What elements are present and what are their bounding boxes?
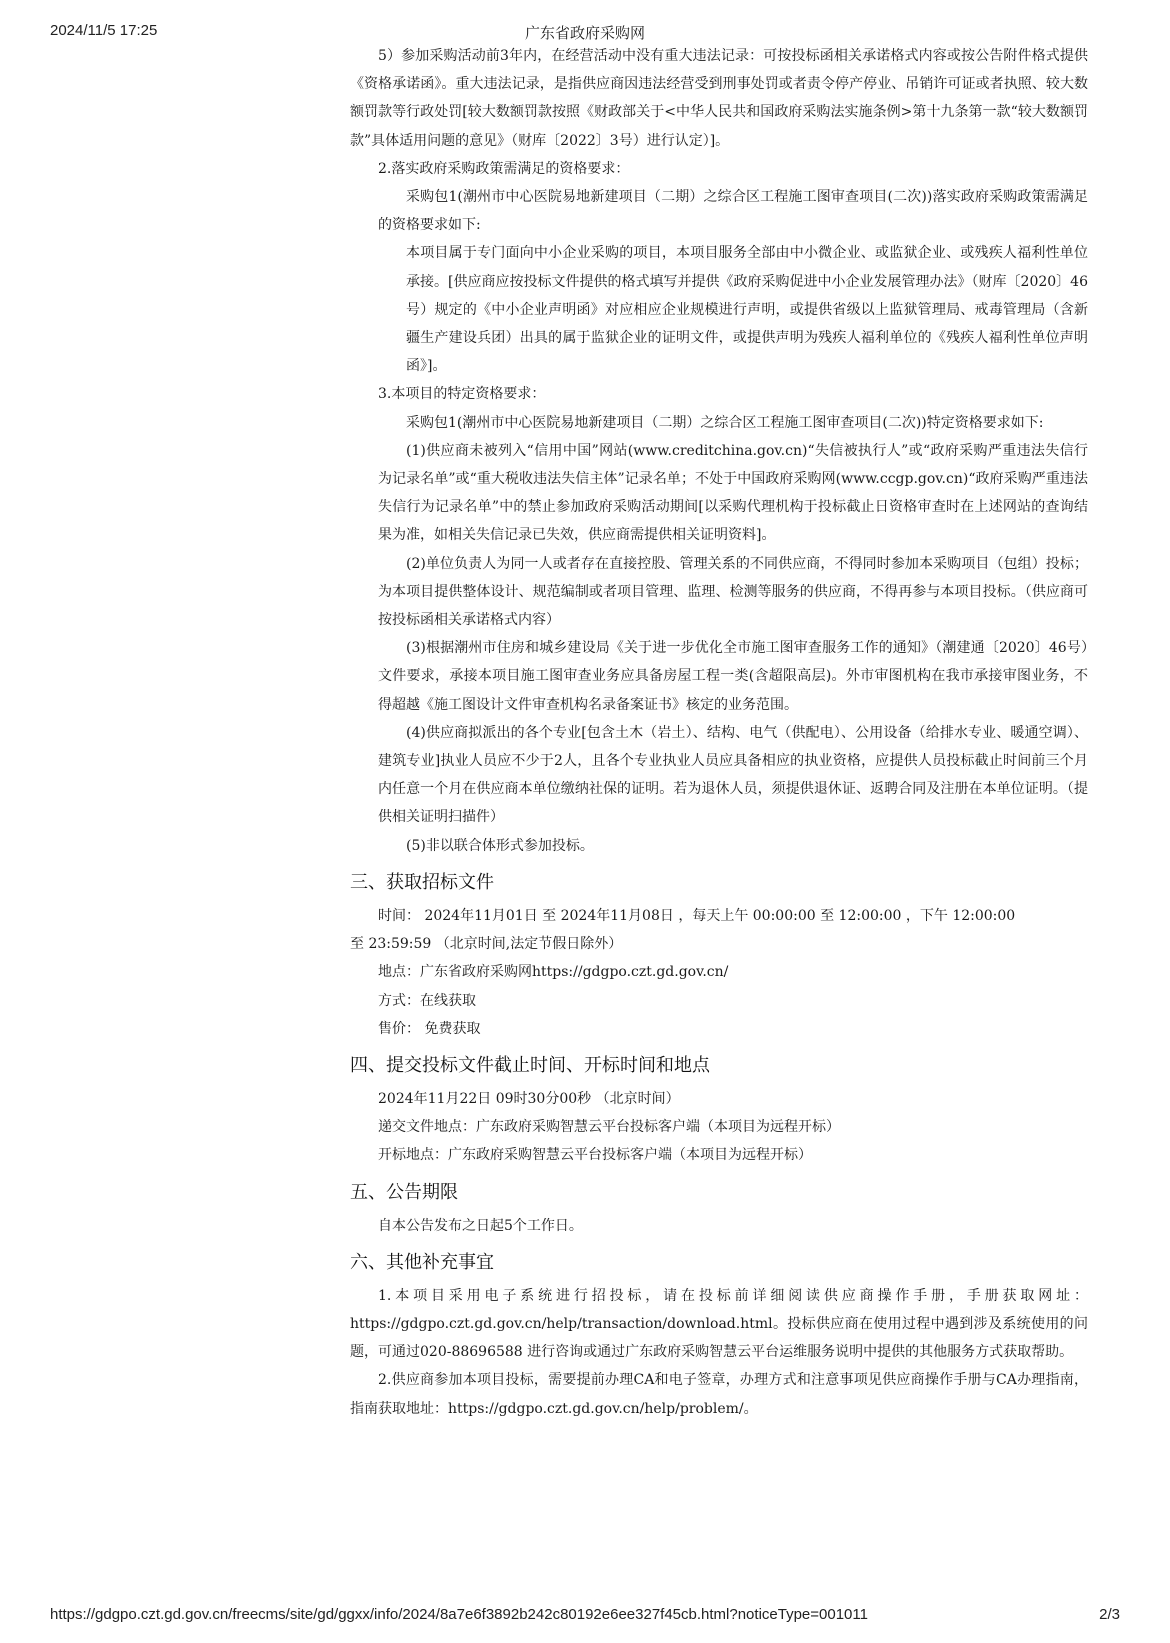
obtain-time-line1: 时间： 2024年11月01日 至 2024年11月08日 ，每天上午 00:00:00 至 12:00:00 ，下午 12:00:00 [378,907,1016,924]
section-announcement-period-title: 五、公告期限 [350,1181,458,1203]
specific-requirement-5: (5)非以联合体形式参加投标。 [406,837,594,854]
obtain-price: 售价： 免费获取 [378,1020,481,1037]
policy-requirement-title: 2.落实政府采购政策需满足的资格要求： [378,160,630,177]
section-supplementary-title: 六、其他补充事宜 [350,1251,494,1273]
notice-body [350,42,1102,1423]
obtain-place: 地点：广东省政府采购网https://gdgpo.czt.gd.gov.cn/ [378,964,729,981]
opening-place: 开标地点：广东政府采购智慧云平台投标客户端（本项目为远程开标） [378,1147,812,1164]
requirement-item-5: 5）参加采购活动前3年内，在经营活动中没有重大违法记录：可按投标函相关承诺格式内容或按公告附件格式提供《资格承诺函》。重大违法记录，是指供应商因违法经营受到刑事处罚或者责令停产停业、吊销许可证或者执照、较大数额罚款等行政处罚[较大数额罚款按照《财政部关于<中华人民共和国政府采购法实施条例>第十九条第一款“较大数额罚款”具体适用问题的意见》（财库〔2022〕3号）进行认定）]。 [350,48,1088,149]
supplementary-item-1: 1.本项目采用电子系统进行招投标，请在投标前详细阅读供应商操作手册，手册获取网址：https://gdgpo.czt.gd.gov.cn/help/transaction/download.html。投标供应商在使用过程中遇到涉及系统使用的问题，可通过020-88696588 进行咨询或通过广东政府采购智慧云平台运维服务说明中提供的其他服务方式获取帮助。 [350,1287,1088,1361]
section-obtain-documents-title: 三、获取招标文件 [350,871,494,893]
section-submission-title: 四、提交投标文件截止时间、开标时间和地点 [350,1054,710,1076]
specific-requirement-3: (3)根据潮州市住房和城乡建设局《关于进一步优化全市施工图审查服务工作的通知》（潮建通〔2020〕46号）文件要求，承接本项目施工图审查业务应具备房屋工程一类(含超限高层)。外市审图机构在我市承接审图业务，不得超越《施工图设计文件审查机构名录备案证书》核定的业务范围。 [378,640,1088,713]
print-datetime: 2024/11/5 17:25 [50,22,158,39]
specific-requirement-title: 3.本项目的特定资格要求： [378,386,546,403]
specific-requirement-4: (4)供应商拟派出的各个专业[包含土木（岩土）、结构、电气（供配电）、公用设备（给排水专业、暖通空调）、建筑专业]执业人员应不少于2人，且各个专业执业人员应具备相应的执业资格，应提供人员投标截止时间前三个月内任意一个月在供应商本单位缴纳社保的证明。若为退休人员，须提供退休证、返聘合同及注册在本单位证明。（提供相关证明扫描件） [378,724,1088,826]
supplementary-item-2: 2.供应商参加本项目投标，需要提前办理CA和电子签章，办理方式和注意事项见供应商操作手册与CA办理指南，指南获取地址：https://gdgpo.czt.gd.gov.cn/help/problem/。 [350,1372,1088,1417]
announcement-period-text: 自本公告发布之日起5个工作日。 [378,1217,583,1234]
specific-requirement-2: (2)单位负责人为同一人或者存在直接控股、管理关系的不同供应商，不得同时参加本采购项目（包组）投标；为本项目提供整体设计、规范编制或者项目管理、监理、检测等服务的供应商，不得再参与本项目投标。（供应商可按投标函相关承诺格式内容） [378,555,1088,629]
obtain-method: 方式：在线获取 [378,992,476,1009]
submission-deadline: 2024年11月22日 09时30分00秒 （北京时间） [378,1090,680,1107]
site-title: 广东省政府采购网 [524,24,645,42]
submission-place: 递交文件地点：广东政府采购智慧云平台投标客户端（本项目为远程开标） [378,1119,840,1136]
specific-requirement-intro: 采购包1(潮州市中心医院易地新建项目（二期）之综合区工程施工图审查项目(二次))特定资格要求如下: [406,414,1044,431]
page-number: 2/3 [1099,1606,1120,1623]
obtain-time-line2: 至 23:59:59 （北京时间,法定节假日除外） [350,936,623,953]
specific-requirement-1: (1)供应商未被列入“信用中国”网站(www.creditchina.gov.cn)“失信被执行人”或“政府采购严重违法失信行为记录名单”或“重大税收违法失信主体”记录名单；不处于中国政府采购网(www.ccgp.gov.cn)“政府采购严重违法失信行为记录名单”中的禁止参加政府采购活动期间[以采购代理机构于投标截止日资格审查时在上述网站的查询结果为准，如相关失信记录已失效，供应商需提供相关证明资料]。 [378,442,1088,544]
policy-requirement-body: 本项目属于专门面向中小企业采购的项目，本项目服务全部由中小微企业、或监狱企业、或残疾人福利性单位承接。[供应商应按投标文件提供的格式填写并提供《政府采购促进中小企业发展管理办法》（财库〔2020〕46 号）规定的《中小企业声明函》对应相应企业规模进行声明，或提供省级以上监狱管理局、戒毒管理局（含新疆生产建设兵团）出具的属于监狱企业的证明文件，或提供声明为残疾人福利单位的《残疾人福利性单位声明函》]。 [406,245,1102,375]
policy-requirement-intro: 采购包1(潮州市中心医院易地新建项目（二期）之综合区工程施工图审查项目(二次))落实政府采购政策需满足的资格要求如下: [378,189,1088,234]
page-url: https://gdgpo.czt.gd.gov.cn/freecms/site/gd/ggxx/info/2024/8a7e6f3892b242c80192e6ee327f45cb.html?noticeType=001011 [50,1606,868,1623]
